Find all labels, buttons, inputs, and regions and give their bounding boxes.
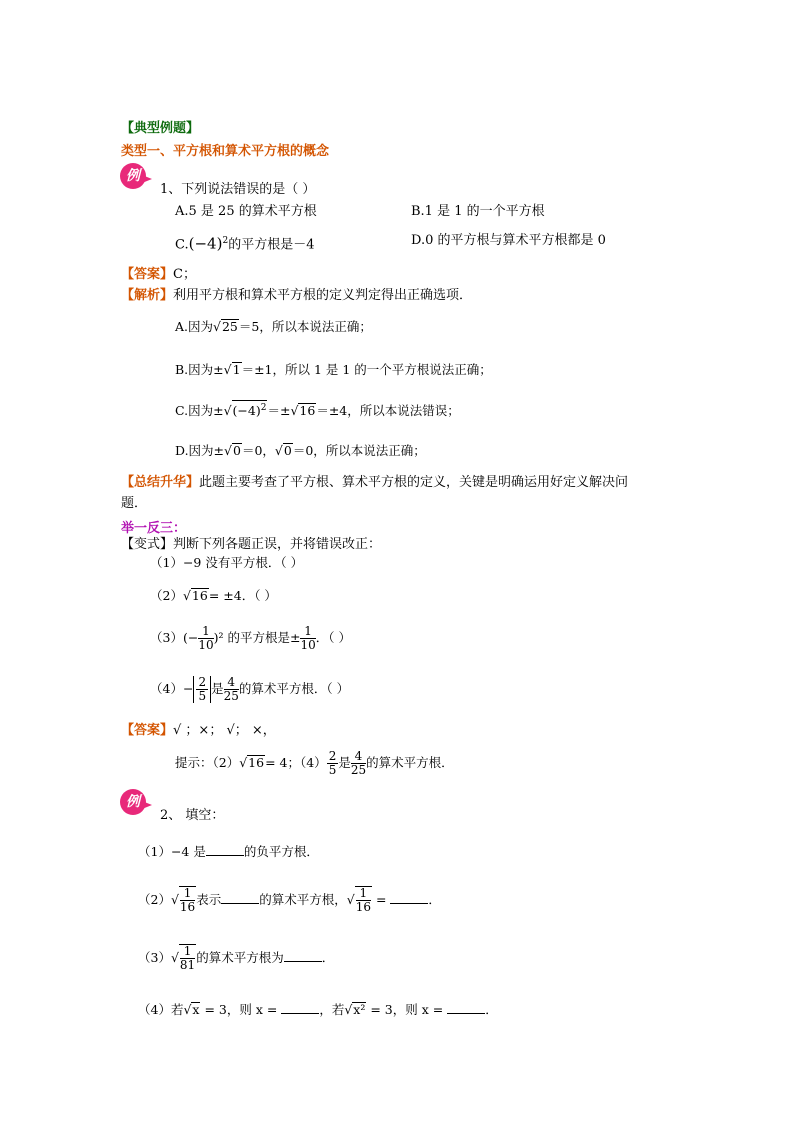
fill-item-1: （1）−4 是 的负平方根． bbox=[138, 844, 319, 859]
variant-item-4: （4）− $\frac{2}{5}$ 是 $\frac{4}{25}$ 的算术平方根．（ ） bbox=[150, 675, 350, 703]
answer-blank[interactable] bbox=[390, 891, 428, 904]
answer-2: 【答案】√ ；×； √； ×， bbox=[121, 723, 276, 738]
option-a: A.5 是 25 的算术平方根 bbox=[175, 204, 317, 219]
analysis: 【解析】利用平方根和算术平方根的定义判定得出正确选项． bbox=[121, 288, 473, 303]
variant-item-2: （2）√16= ±4．（ ） bbox=[150, 588, 277, 603]
summary-continued: 题． bbox=[121, 496, 148, 511]
example-badge-1: 例 bbox=[120, 163, 146, 189]
fill-item-3: （3）√ $\frac{1}{81}$ 的算术平方根为 ． bbox=[138, 944, 335, 972]
answer-blank[interactable] bbox=[206, 843, 244, 856]
option-c: $C.(-4)^2$的平方根是－4 bbox=[175, 234, 315, 253]
heading-type-one: 类型一、平方根和算术平方根的概念 bbox=[121, 144, 330, 159]
fill-item-4: （4）若√x = 3，则 x = ，若√x² = 3，则 x = ． bbox=[138, 1002, 498, 1017]
analysis-line-d: D.因为±√0＝0，√0＝0，所以本说法正确； bbox=[175, 443, 426, 458]
summary: 【总结升华】此题主要考查了平方根、算术平方根的定义，关键是明确运用好定义解决问 bbox=[121, 475, 629, 490]
answer-blank[interactable] bbox=[281, 1001, 319, 1014]
answer-blank[interactable] bbox=[284, 949, 322, 962]
example-badge-2: 例 bbox=[120, 789, 146, 815]
analysis-line-a: A.因为√25＝5，所以本说法正确； bbox=[175, 319, 372, 334]
answer-1: 【答案】C； bbox=[121, 267, 196, 282]
answer-blank[interactable] bbox=[221, 891, 259, 904]
variant-item-1: （1）−9 没有平方根．（ ） bbox=[150, 555, 304, 570]
practice-heading: 举一反三： bbox=[121, 521, 187, 536]
analysis-line-c: C.因为$\pm√(-4)^2=\pm√16=\pm 4$，所以本说法错误； bbox=[175, 400, 460, 421]
answer-blank[interactable] bbox=[447, 1001, 485, 1014]
example2-title: 2、 填空： bbox=[160, 808, 225, 823]
option-b: B.1 是 1 的一个平方根 bbox=[411, 204, 545, 219]
example1-question: 1、下列说法错误的是（ ） bbox=[160, 182, 316, 197]
fill-item-2: （2）√ $\frac{1}{16}$ 表示 的算术平方根，√ $\frac{1}{16}$ = ． bbox=[138, 886, 441, 914]
analysis-line-b: B.因为±√1＝±1，所以 1 是 1 的一个平方根说法正确； bbox=[175, 362, 492, 377]
option-d: D.0 的平方根与算术平方根都是 0 bbox=[411, 233, 606, 248]
hint-line: 提示：（2）√16= 4；（4） $\frac{2}{5}$ 是 $\frac{4}{25}$ 的算术平方根． bbox=[175, 749, 454, 777]
variant-intro: 【变式】判断下列各题正误，并将错误改正： bbox=[121, 537, 382, 552]
heading-typical-examples: 【典型例题】 bbox=[121, 121, 200, 136]
variant-item-3: （3）(− $\frac{1}{10}$ )² 的平方根是± $\frac{1}{10}$ ．（ ） bbox=[150, 624, 351, 652]
